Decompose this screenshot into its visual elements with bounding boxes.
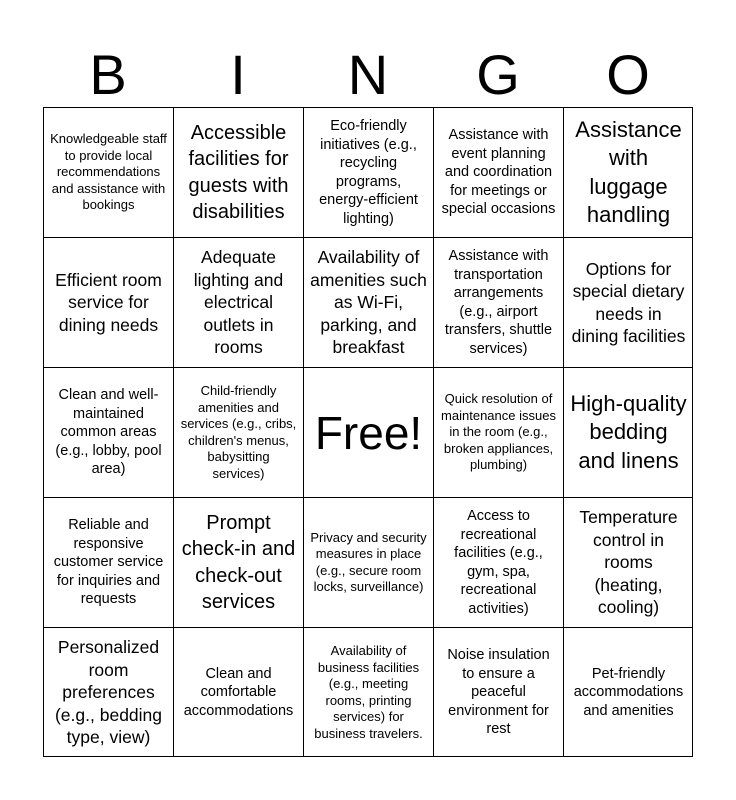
cell-text: Availability of amenities such as Wi-Fi, parking, and breakfast: [310, 247, 427, 358]
cell-text: Temperature control in rooms (heating, cooling): [579, 507, 678, 618]
bingo-cell[interactable]: [564, 628, 693, 757]
cell-text: Availability of business facilities (e.g., meeting rooms, printing services) for business travelers.: [314, 643, 423, 741]
cell-text: Pet-friendly accommodations and amenities: [573, 665, 684, 719]
cell-text: Reliable and responsive customer service for inquiries and requests: [53, 517, 164, 608]
cell-text: Assistance with event planning and coordination for meetings or special occasions: [441, 127, 556, 218]
header-letter-o: O: [606, 43, 650, 106]
cell-text: Clean and well-maintained common areas (e.g., lobby, pool area): [55, 387, 162, 478]
bingo-cell[interactable]: [564, 498, 693, 628]
cell-text: Options for special dietary needs in dining facilities: [571, 258, 686, 346]
cell-text: Child-friendly amenities and services (e.g., cribs, children's menus, babysitting services): [180, 383, 297, 481]
cell-text: Eco-friendly initiatives (e.g., recycling programs, energy-efficient lighting): [319, 118, 418, 227]
cell-text: Quick resolution of maintenance issues in the room (e.g., broken appliances, plumbing): [441, 391, 556, 473]
bingo-cell[interactable]: [44, 108, 174, 238]
bingo-cell[interactable]: [564, 368, 693, 498]
cell-text: Efficient room service for dining needs: [55, 269, 162, 335]
cell-text: Personalized room preferences (e.g., bedding type, view): [54, 637, 163, 748]
bingo-cell[interactable]: [44, 498, 174, 628]
bingo-cell[interactable]: [564, 108, 693, 238]
cell-text: High-quality bedding and linens: [570, 390, 687, 473]
header-letter-n: N: [347, 43, 389, 106]
bingo-cell[interactable]: [434, 108, 564, 238]
header-letter-b: B: [89, 43, 127, 106]
bingo-cell[interactable]: [174, 628, 304, 757]
bingo-cell[interactable]: [44, 628, 174, 757]
bingo-cell[interactable]: [434, 238, 564, 368]
cell-text: Prompt check-in and check-out services: [181, 511, 296, 613]
cell-text: Assistance with luggage handling: [575, 116, 682, 227]
cell-text: Clean and comfortable accommodations: [183, 665, 294, 719]
bingo-cell[interactable]: [174, 108, 304, 238]
bingo-cell[interactable]: [174, 498, 304, 628]
bingo-cell[interactable]: [564, 238, 693, 368]
bingo-cell[interactable]: [44, 238, 174, 368]
bingo-card-grid: [43, 107, 693, 757]
cell-text: Privacy and security measures in place (e.g., secure room locks, surveillance): [310, 529, 427, 594]
bingo-header: [43, 42, 693, 108]
cell-text: Noise insulation to ensure a peaceful environment for rest: [447, 647, 550, 738]
cell-text: Access to recreational facilities (e.g., gym, spa, recreational activities): [454, 508, 543, 617]
free-space-cell[interactable]: [304, 368, 434, 498]
header-letter-g: G: [476, 43, 520, 106]
bingo-cell[interactable]: [434, 368, 564, 498]
bingo-cell[interactable]: [304, 238, 434, 368]
bingo-cell[interactable]: [434, 628, 564, 757]
bingo-cell[interactable]: [434, 498, 564, 628]
free-space-text: Free!: [314, 406, 423, 459]
bingo-cell[interactable]: [174, 238, 304, 368]
cell-text: Assistance with transportation arrangements (e.g., airport transfers, shuttle services): [444, 248, 553, 357]
bingo-cell[interactable]: [174, 368, 304, 498]
header-letter-i: I: [230, 43, 246, 106]
bingo-cell[interactable]: [304, 108, 434, 238]
cell-text: Accessible facilities for guests with disabilities: [188, 121, 289, 223]
cell-text: Adequate lighting and electrical outlets in rooms: [193, 247, 284, 358]
cell-text: Knowledgeable staff to provide local recommendations and assistance with bookings: [50, 131, 167, 213]
bingo-cell[interactable]: [304, 498, 434, 628]
bingo-cell[interactable]: [44, 368, 174, 498]
bingo-cell[interactable]: [304, 628, 434, 757]
